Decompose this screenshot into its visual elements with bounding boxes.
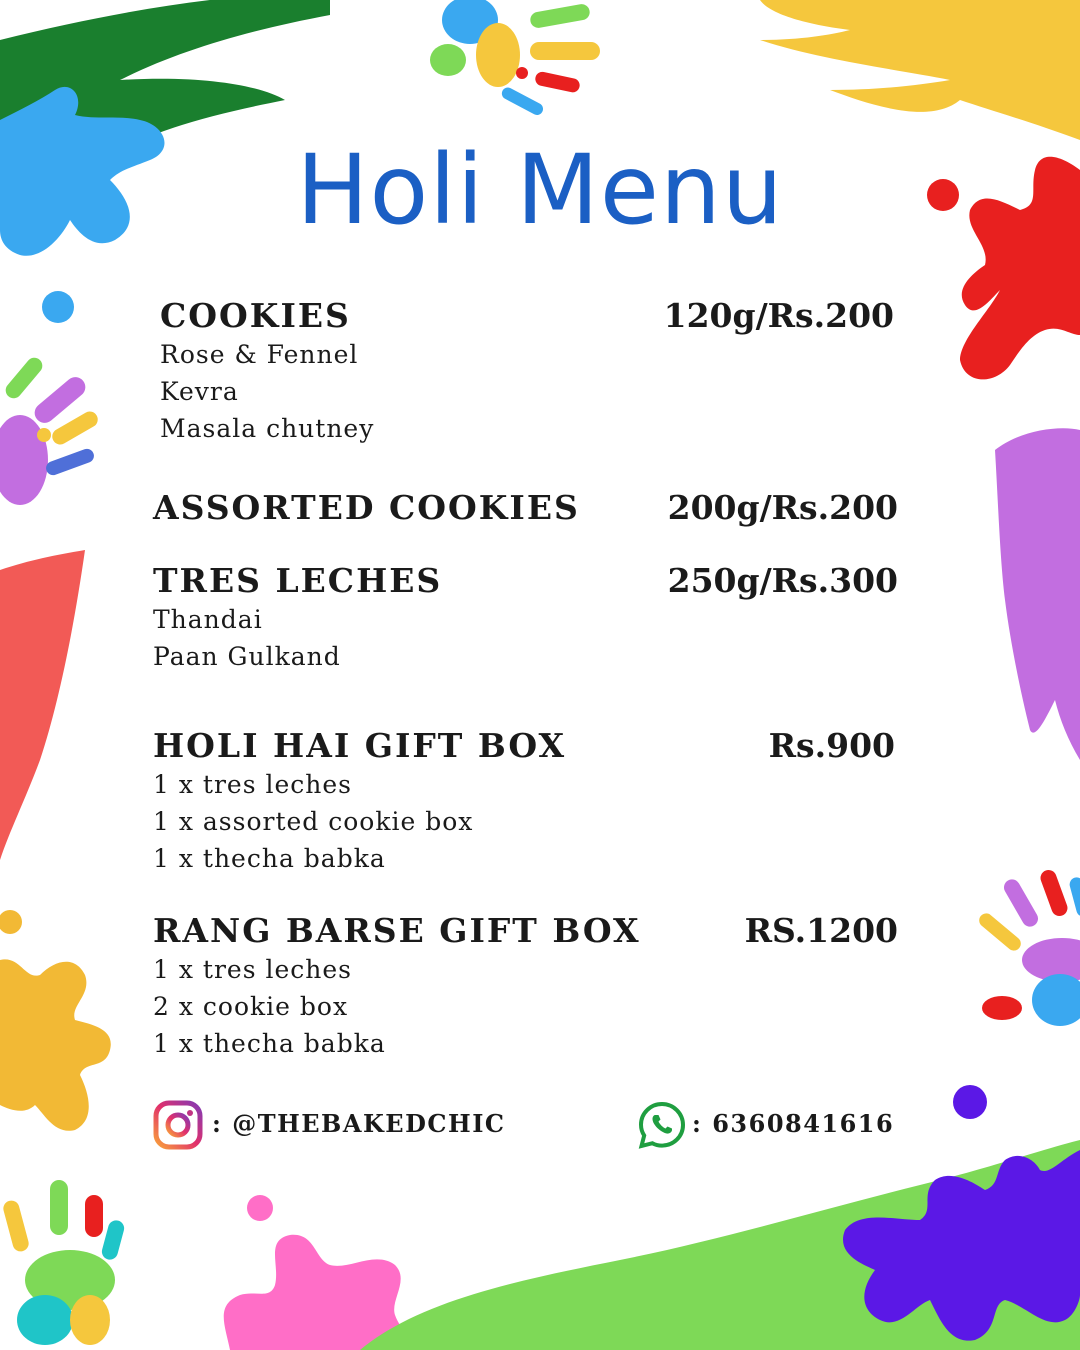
- menu-item: 1 x tres leches: [153, 770, 352, 799]
- coral-brush-stroke: [0, 550, 85, 860]
- menu-item: Rose & Fennel: [160, 340, 359, 369]
- instagram-icon: [153, 1100, 203, 1150]
- blue-dot: [42, 291, 74, 323]
- section-name: RANG BARSE GIFT BOX: [153, 911, 641, 950]
- instagram-handle: : @THEBAKEDCHIC: [212, 1109, 506, 1138]
- section-price: 200g/Rs.200: [667, 488, 898, 527]
- menu-item: 2 x cookie box: [153, 992, 349, 1021]
- whatsapp-icon: [637, 1100, 687, 1150]
- yellow-dot: [0, 910, 22, 934]
- right-handprint: [976, 868, 1080, 1026]
- pink-splash: [224, 1195, 420, 1350]
- section-price: 120g/Rs.200: [663, 296, 894, 335]
- menu-item: Thandai: [153, 605, 263, 634]
- menu-item: 1 x thecha babka: [153, 844, 386, 873]
- yellow-splash: [0, 959, 111, 1130]
- menu-item: Paan Gulkand: [153, 642, 341, 671]
- page-title: Holi Menu: [296, 134, 784, 246]
- section-price: RS.1200: [744, 911, 898, 950]
- menu-item: 1 x tres leches: [153, 955, 352, 984]
- whatsapp-number: : 6360841616: [692, 1109, 895, 1138]
- purple-brush-stroke: [995, 428, 1080, 760]
- yellow-brush-stroke: [760, 0, 1080, 140]
- menu-item: 1 x assorted cookie box: [153, 807, 474, 836]
- section-name: HOLI HAI GIFT BOX: [153, 726, 567, 765]
- left-handprint: [0, 354, 101, 505]
- section-price: Rs.900: [768, 726, 895, 765]
- section-name: COOKIES: [160, 296, 351, 335]
- section-name: ASSORTED COOKIES: [153, 488, 580, 527]
- section-price: 250g/Rs.300: [667, 561, 898, 600]
- menu-item: Kevra: [160, 377, 239, 406]
- menu-item: 1 x thecha babka: [153, 1029, 386, 1058]
- menu-item: Masala chutney: [160, 414, 375, 443]
- section-name: TRES LECHES: [153, 561, 443, 600]
- bottom-left-handprint: [2, 1180, 126, 1345]
- top-handprint: [430, 0, 600, 117]
